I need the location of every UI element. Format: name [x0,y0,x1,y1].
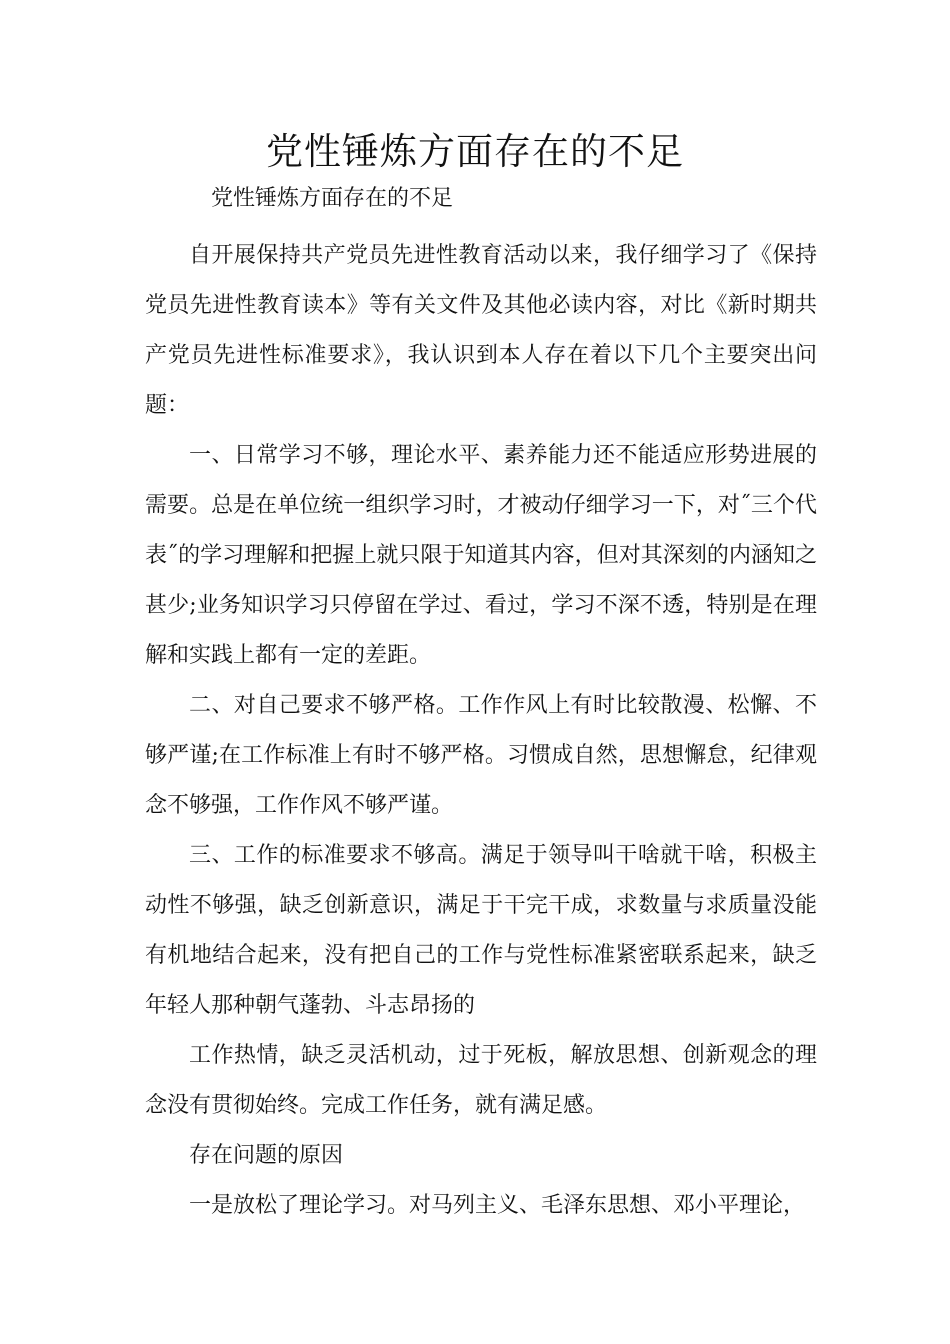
paragraph-problem-1: 一、日常学习不够，理论水平、素养能力还不能适应形势进展的需要。总是在单位统一组织学习时，才被动仔细学习一下，对˝三个代表˝的学习理解和把握上就只限于知道其内容，但对其深刻的内涵知之甚少;业务知识学习只停留在学过、看过，学习不深不透，特别是在理解和实践上都有一定的差距。 [145,443,817,668]
paragraph-intro: 自开展保持共产党员先进性教育活动以来，我仔细学习了《保持党员先进性教育读本》等有关文件及其他必读内容，对比《新时期共产党员先进性标准要求》，我认识到本人存在着以下几个主要突出问题： [145,243,817,418]
paragraph-cause-1: 一是放松了理论学习。对马列主义、毛泽东思想、邓小平理论， [189,1193,806,1218]
document-title: 党性锤炼方面存在的不足 [266,130,684,173]
paragraph-problem-2: 二、对自己要求不够严格。工作作风上有时比较散漫、松懈、不够严谨;在工作标准上有时不够严格。习惯成自然，思想懈怠，纪律观念不够强，工作作风不够严谨。 [145,693,817,818]
document-body [145,231,817,1231]
section-heading-causes: 存在问题的原因 [189,1143,344,1168]
paragraph-problem-3: 三、工作的标准要求不够高。满足于领导叫干啥就干啥，积极主动性不够强，缺乏创新意识，满足于干完干成，求数量与求质量没能有机地结合起来，没有把自己的工作与党性标准紧密联系起来，缺乏年轻人那种朝气蓬勃、斗志昂扬的 [145,843,817,1018]
paragraph-problem-3-continued: 工作热情，缺乏灵活机动，过于死板，解放思想、创新观念的理念没有贯彻始终。完成工作任务，就有满足感。 [145,1043,817,1118]
document-subtitle: 党性锤炼方面存在的不足 [211,186,454,211]
